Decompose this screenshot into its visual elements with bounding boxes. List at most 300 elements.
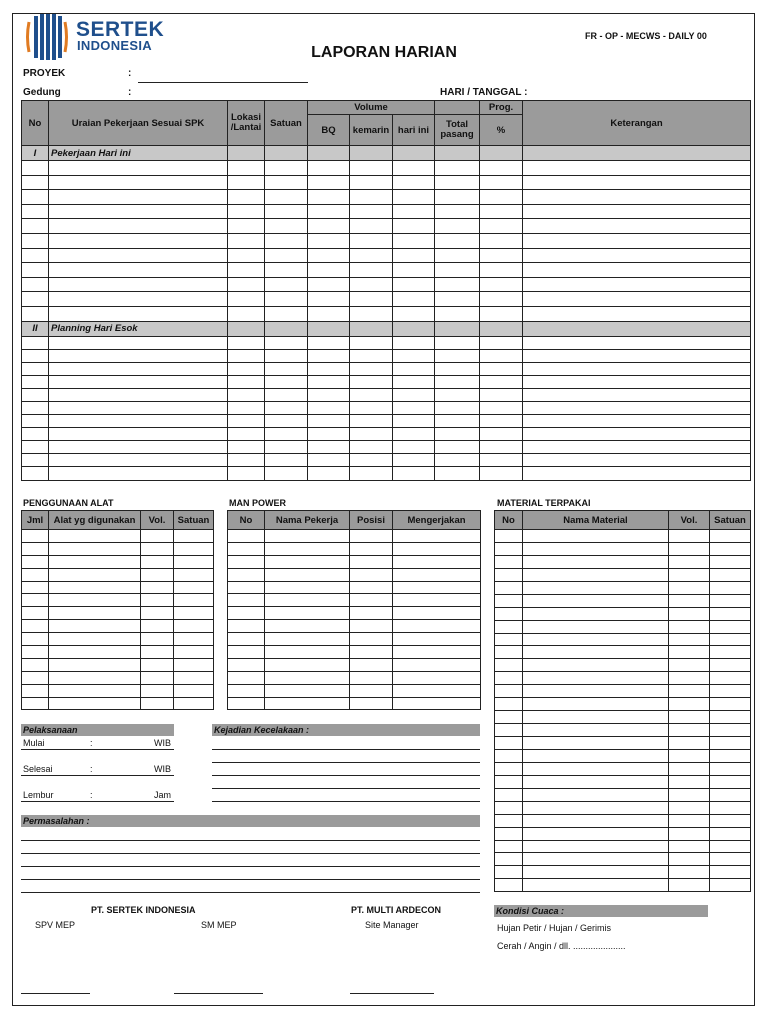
table-row[interactable] (22, 190, 751, 205)
table-cell[interactable] (228, 277, 265, 292)
table-cell[interactable] (710, 827, 751, 840)
table-row[interactable] (495, 685, 751, 698)
table-cell[interactable] (523, 685, 669, 698)
table-cell[interactable] (495, 568, 523, 581)
table-row[interactable] (495, 659, 751, 672)
table-cell[interactable] (228, 633, 265, 646)
table-row[interactable] (495, 801, 751, 814)
table-row[interactable] (228, 684, 481, 697)
table-row[interactable] (22, 568, 214, 581)
kejadian-line-4[interactable] (212, 788, 480, 789)
table-cell[interactable] (49, 402, 228, 415)
table-row[interactable] (228, 646, 481, 659)
table-row[interactable] (22, 248, 751, 263)
table-cell[interactable] (393, 375, 435, 388)
table-cell[interactable] (669, 775, 710, 788)
table-cell[interactable] (49, 542, 141, 555)
table-cell[interactable] (49, 454, 228, 467)
table-cell[interactable] (710, 672, 751, 685)
table-row[interactable] (495, 633, 751, 646)
table-cell[interactable] (49, 646, 141, 659)
table-cell[interactable] (228, 219, 265, 234)
table-row[interactable] (22, 542, 214, 555)
table-cell[interactable] (141, 646, 174, 659)
table-row[interactable] (228, 658, 481, 671)
table-row[interactable] (22, 658, 214, 671)
table-cell[interactable] (174, 646, 214, 659)
table-cell[interactable] (710, 788, 751, 801)
table-cell[interactable] (393, 646, 481, 659)
table-cell[interactable] (49, 161, 228, 176)
table-cell[interactable] (228, 658, 265, 671)
table-row[interactable] (495, 737, 751, 750)
table-cell[interactable] (523, 161, 751, 176)
table-row[interactable] (22, 581, 214, 594)
table-cell[interactable] (480, 306, 523, 321)
table-cell[interactable] (435, 415, 480, 428)
table-cell[interactable] (228, 646, 265, 659)
table-cell[interactable] (523, 866, 669, 879)
table-cell[interactable] (141, 633, 174, 646)
table-cell[interactable] (393, 336, 435, 349)
table-cell[interactable] (174, 671, 214, 684)
table-row[interactable] (22, 454, 751, 467)
table-row[interactable] (22, 620, 214, 633)
table-cell[interactable] (523, 306, 751, 321)
table-cell[interactable] (22, 175, 49, 190)
table-cell[interactable] (495, 879, 523, 892)
table-cell[interactable] (228, 362, 265, 375)
table-cell[interactable] (308, 349, 350, 362)
table-cell[interactable] (228, 233, 265, 248)
signature-line-sm[interactable] (174, 993, 263, 994)
table-row[interactable] (495, 555, 751, 568)
table-cell[interactable] (350, 671, 393, 684)
table-cell[interactable] (480, 454, 523, 467)
table-cell[interactable] (393, 555, 481, 568)
table-row[interactable] (22, 428, 751, 441)
table-cell[interactable] (523, 248, 751, 263)
table-cell[interactable] (523, 204, 751, 219)
table-cell[interactable] (174, 568, 214, 581)
table-cell[interactable] (350, 248, 393, 263)
table-cell[interactable] (174, 620, 214, 633)
table-cell[interactable] (393, 530, 481, 543)
table-cell[interactable] (350, 375, 393, 388)
table-cell[interactable] (22, 190, 49, 205)
table-cell[interactable] (669, 853, 710, 866)
table-cell[interactable] (523, 801, 669, 814)
table-cell[interactable] (22, 292, 49, 307)
table-row[interactable] (22, 204, 751, 219)
table-cell[interactable] (308, 190, 350, 205)
table-cell[interactable] (669, 698, 710, 711)
table-cell[interactable] (350, 454, 393, 467)
table-cell[interactable] (49, 219, 228, 234)
table-cell[interactable] (49, 336, 228, 349)
table-cell[interactable] (350, 388, 393, 401)
table-cell[interactable] (22, 581, 49, 594)
table-cell[interactable] (669, 620, 710, 633)
table-cell[interactable] (49, 388, 228, 401)
table-cell[interactable] (495, 607, 523, 620)
table-cell[interactable] (228, 375, 265, 388)
table-cell[interactable] (523, 737, 669, 750)
table-cell[interactable] (49, 233, 228, 248)
table-row[interactable] (495, 788, 751, 801)
table-cell[interactable] (495, 749, 523, 762)
table-row[interactable] (22, 607, 214, 620)
table-cell[interactable] (523, 814, 669, 827)
signature-line-spv[interactable] (21, 993, 90, 994)
table-cell[interactable] (393, 467, 435, 480)
table-cell[interactable] (350, 292, 393, 307)
table-cell[interactable] (495, 827, 523, 840)
table-cell[interactable] (350, 633, 393, 646)
table-cell[interactable] (22, 697, 49, 710)
table-cell[interactable] (710, 724, 751, 737)
table-row[interactable] (228, 633, 481, 646)
table-cell[interactable] (308, 441, 350, 454)
table-cell[interactable] (49, 375, 228, 388)
table-cell[interactable] (265, 428, 308, 441)
table-cell[interactable] (22, 633, 49, 646)
table-cell[interactable] (523, 263, 751, 278)
table-cell[interactable] (308, 428, 350, 441)
table-cell[interactable] (495, 788, 523, 801)
table-cell[interactable] (265, 454, 308, 467)
table-cell[interactable] (228, 336, 265, 349)
table-cell[interactable] (350, 594, 393, 607)
table-cell[interactable] (265, 658, 350, 671)
table-cell[interactable] (710, 814, 751, 827)
table-cell[interactable] (22, 248, 49, 263)
table-cell[interactable] (710, 853, 751, 866)
table-cell[interactable] (480, 402, 523, 415)
kejadian-line-1[interactable] (212, 749, 480, 750)
table-cell[interactable] (495, 698, 523, 711)
table-cell[interactable] (393, 248, 435, 263)
table-cell[interactable] (435, 336, 480, 349)
table-cell[interactable] (669, 762, 710, 775)
table-cell[interactable] (350, 263, 393, 278)
table-cell[interactable] (393, 349, 435, 362)
table-cell[interactable] (350, 581, 393, 594)
table-cell[interactable] (174, 697, 214, 710)
table-cell[interactable] (308, 375, 350, 388)
table-cell[interactable] (49, 190, 228, 205)
table-cell[interactable] (435, 375, 480, 388)
table-cell[interactable] (22, 306, 49, 321)
table-cell[interactable] (480, 292, 523, 307)
table-cell[interactable] (49, 441, 228, 454)
table-cell[interactable] (228, 467, 265, 480)
table-cell[interactable] (669, 685, 710, 698)
table-cell[interactable] (22, 441, 49, 454)
table-cell[interactable] (141, 542, 174, 555)
table-cell[interactable] (710, 581, 751, 594)
table-row[interactable] (22, 555, 214, 568)
table-cell[interactable] (228, 415, 265, 428)
table-cell[interactable] (228, 581, 265, 594)
table-cell[interactable] (523, 362, 751, 375)
table-cell[interactable] (174, 581, 214, 594)
table-cell[interactable] (22, 375, 49, 388)
table-cell[interactable] (49, 263, 228, 278)
table-cell[interactable] (141, 697, 174, 710)
table-cell[interactable] (308, 454, 350, 467)
table-cell[interactable] (350, 190, 393, 205)
table-cell[interactable] (435, 428, 480, 441)
table-cell[interactable] (22, 607, 49, 620)
table-cell[interactable] (495, 775, 523, 788)
table-cell[interactable] (669, 568, 710, 581)
table-cell[interactable] (308, 233, 350, 248)
table-cell[interactable] (495, 853, 523, 866)
table-cell[interactable] (669, 659, 710, 672)
table-row[interactable] (22, 233, 751, 248)
table-cell[interactable] (393, 684, 481, 697)
table-cell[interactable] (480, 204, 523, 219)
table-cell[interactable] (393, 568, 481, 581)
table-row[interactable] (495, 775, 751, 788)
table-cell[interactable] (350, 684, 393, 697)
table-row[interactable] (495, 711, 751, 724)
table-cell[interactable] (350, 646, 393, 659)
table-cell[interactable] (710, 840, 751, 853)
table-cell[interactable] (523, 581, 669, 594)
table-cell[interactable] (265, 684, 350, 697)
table-cell[interactable] (308, 248, 350, 263)
table-row[interactable] (22, 402, 751, 415)
table-cell[interactable] (393, 620, 481, 633)
table-cell[interactable] (523, 175, 751, 190)
table-cell[interactable] (350, 175, 393, 190)
table-cell[interactable] (308, 467, 350, 480)
table-cell[interactable] (22, 388, 49, 401)
table-row[interactable] (22, 594, 214, 607)
table-row[interactable] (228, 568, 481, 581)
table-cell[interactable] (393, 581, 481, 594)
table-cell[interactable] (435, 402, 480, 415)
table-cell[interactable] (49, 428, 228, 441)
signature-line-site-manager[interactable] (350, 993, 434, 994)
table-row[interactable] (495, 749, 751, 762)
table-cell[interactable] (22, 336, 49, 349)
table-cell[interactable] (523, 336, 751, 349)
table-cell[interactable] (523, 292, 751, 307)
table-cell[interactable] (710, 607, 751, 620)
table-row[interactable] (495, 879, 751, 892)
table-cell[interactable] (49, 349, 228, 362)
table-cell[interactable] (308, 306, 350, 321)
table-cell[interactable] (350, 277, 393, 292)
table-cell[interactable] (393, 415, 435, 428)
table-cell[interactable] (435, 277, 480, 292)
table-cell[interactable] (495, 555, 523, 568)
table-cell[interactable] (523, 724, 669, 737)
table-cell[interactable] (141, 594, 174, 607)
table-cell[interactable] (393, 633, 481, 646)
table-cell[interactable] (480, 441, 523, 454)
table-cell[interactable] (710, 594, 751, 607)
table-cell[interactable] (480, 248, 523, 263)
table-cell[interactable] (265, 633, 350, 646)
table-cell[interactable] (22, 233, 49, 248)
table-cell[interactable] (435, 248, 480, 263)
table-cell[interactable] (669, 672, 710, 685)
table-cell[interactable] (393, 697, 481, 710)
table-cell[interactable] (22, 542, 49, 555)
table-cell[interactable] (265, 219, 308, 234)
table-cell[interactable] (710, 659, 751, 672)
table-cell[interactable] (141, 530, 174, 543)
table-cell[interactable] (669, 555, 710, 568)
table-cell[interactable] (228, 292, 265, 307)
table-cell[interactable] (710, 879, 751, 892)
table-cell[interactable] (710, 866, 751, 879)
permasalahan-line-5[interactable] (21, 892, 480, 893)
table-cell[interactable] (393, 263, 435, 278)
table-cell[interactable] (228, 620, 265, 633)
table-cell[interactable] (308, 388, 350, 401)
table-cell[interactable] (523, 646, 669, 659)
table-cell[interactable] (480, 467, 523, 480)
permasalahan-line-4[interactable] (21, 879, 480, 880)
table-cell[interactable] (393, 671, 481, 684)
table-cell[interactable] (350, 441, 393, 454)
table-cell[interactable] (49, 530, 141, 543)
lembur-field[interactable] (21, 801, 174, 802)
table-row[interactable] (22, 671, 214, 684)
table-cell[interactable] (228, 388, 265, 401)
table-cell[interactable] (523, 415, 751, 428)
table-cell[interactable] (495, 581, 523, 594)
table-cell[interactable] (49, 671, 141, 684)
table-cell[interactable] (228, 555, 265, 568)
table-cell[interactable] (523, 827, 669, 840)
kejadian-line-5[interactable] (212, 801, 480, 802)
permasalahan-line-1[interactable] (21, 840, 480, 841)
table-cell[interactable] (495, 594, 523, 607)
table-cell[interactable] (435, 362, 480, 375)
table-cell[interactable] (669, 646, 710, 659)
table-cell[interactable] (480, 190, 523, 205)
table-row[interactable] (22, 292, 751, 307)
table-cell[interactable] (174, 633, 214, 646)
table-cell[interactable] (393, 441, 435, 454)
selesai-field[interactable] (21, 775, 174, 776)
table-cell[interactable] (350, 658, 393, 671)
table-cell[interactable] (49, 175, 228, 190)
table-cell[interactable] (49, 568, 141, 581)
table-row[interactable] (22, 441, 751, 454)
table-cell[interactable] (393, 658, 481, 671)
table-cell[interactable] (49, 415, 228, 428)
table-row[interactable] (22, 336, 751, 349)
table-cell[interactable] (265, 467, 308, 480)
table-cell[interactable] (22, 428, 49, 441)
table-cell[interactable] (435, 349, 480, 362)
table-row[interactable] (22, 415, 751, 428)
table-cell[interactable] (265, 594, 350, 607)
table-cell[interactable] (49, 467, 228, 480)
table-row[interactable] (495, 607, 751, 620)
table-row[interactable] (22, 306, 751, 321)
permasalahan-line-2[interactable] (21, 853, 480, 854)
table-cell[interactable] (710, 568, 751, 581)
table-cell[interactable] (141, 581, 174, 594)
kejadian-line-2[interactable] (212, 762, 480, 763)
table-cell[interactable] (22, 219, 49, 234)
table-cell[interactable] (350, 402, 393, 415)
table-cell[interactable] (495, 866, 523, 879)
table-cell[interactable] (523, 219, 751, 234)
table-cell[interactable] (495, 762, 523, 775)
table-cell[interactable] (22, 277, 49, 292)
table-row[interactable] (22, 633, 214, 646)
table-cell[interactable] (495, 542, 523, 555)
table-cell[interactable] (141, 568, 174, 581)
table-cell[interactable] (393, 175, 435, 190)
table-row[interactable] (495, 840, 751, 853)
table-cell[interactable] (49, 292, 228, 307)
table-cell[interactable] (435, 233, 480, 248)
table-cell[interactable] (308, 175, 350, 190)
table-row[interactable] (22, 263, 751, 278)
table-cell[interactable] (710, 698, 751, 711)
table-cell[interactable] (308, 277, 350, 292)
table-row[interactable] (228, 607, 481, 620)
table-cell[interactable] (174, 555, 214, 568)
table-cell[interactable] (350, 336, 393, 349)
table-cell[interactable] (710, 737, 751, 750)
table-cell[interactable] (174, 658, 214, 671)
table-cell[interactable] (669, 866, 710, 879)
table-row[interactable] (22, 530, 214, 543)
table-cell[interactable] (710, 801, 751, 814)
table-cell[interactable] (49, 607, 141, 620)
table-row[interactable] (495, 620, 751, 633)
table-cell[interactable] (669, 879, 710, 892)
table-cell[interactable] (523, 402, 751, 415)
table-cell[interactable] (480, 175, 523, 190)
table-cell[interactable] (141, 555, 174, 568)
table-cell[interactable] (495, 814, 523, 827)
table-cell[interactable] (669, 814, 710, 827)
table-cell[interactable] (495, 620, 523, 633)
table-row[interactable] (22, 646, 214, 659)
table-cell[interactable] (523, 375, 751, 388)
table-cell[interactable] (495, 685, 523, 698)
table-cell[interactable] (228, 671, 265, 684)
table-cell[interactable] (265, 555, 350, 568)
table-cell[interactable] (49, 594, 141, 607)
table-cell[interactable] (308, 204, 350, 219)
table-cell[interactable] (393, 607, 481, 620)
table-cell[interactable] (141, 658, 174, 671)
table-cell[interactable] (393, 292, 435, 307)
table-cell[interactable] (141, 671, 174, 684)
table-cell[interactable] (350, 568, 393, 581)
table-cell[interactable] (265, 263, 308, 278)
table-cell[interactable] (393, 233, 435, 248)
table-cell[interactable] (265, 204, 308, 219)
table-cell[interactable] (480, 415, 523, 428)
table-cell[interactable] (228, 684, 265, 697)
table-cell[interactable] (265, 161, 308, 176)
table-cell[interactable] (523, 749, 669, 762)
